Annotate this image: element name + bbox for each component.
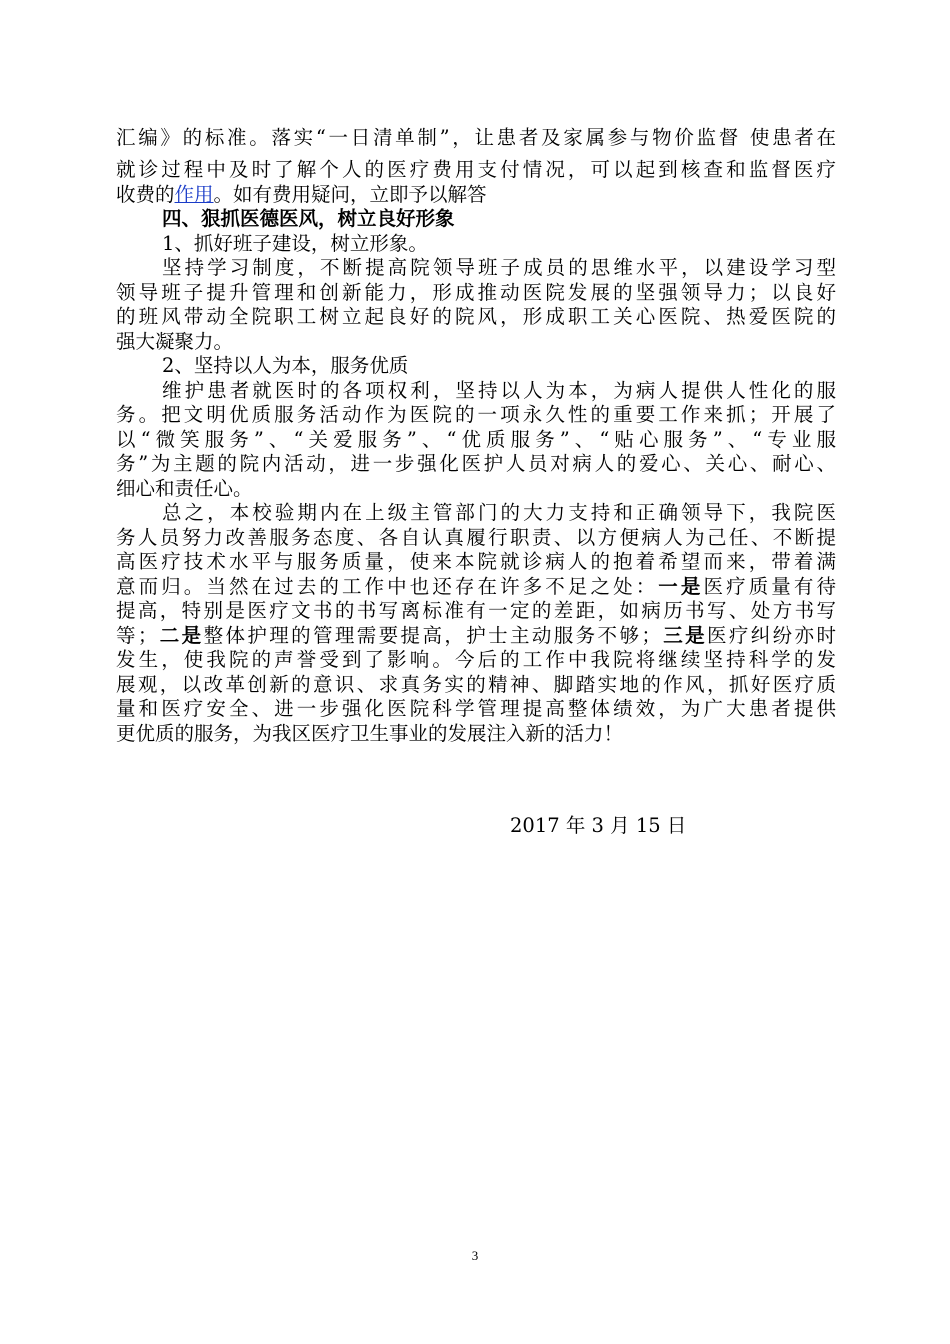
paragraph-line: 总之，本校验期内在上级主管部门的大力支持和正确领导下，我院医: [162, 501, 836, 524]
paragraph-line: 以“微笑服务”、“关爱服务”、“优质服务”、“贴心服务”、“专业服: [116, 427, 836, 451]
paragraph-line: 展观，以改革创新的意识、求真务实的精神、脚踏实地的作风，抓好医疗质: [116, 672, 836, 696]
document-body: [116, 118, 836, 746]
paragraph-line: 发生，使我院的声誉受到了影响。今后的工作中我院将继续坚持科学的发: [116, 648, 836, 671]
subheading: 2、坚持以人为本，服务优质: [162, 354, 409, 377]
paragraph-line: [116, 183, 836, 208]
document-date: 2017 年 3 月 15 日: [510, 814, 687, 837]
page-number: 3: [471, 1248, 479, 1263]
link-zuoyong[interactable]: 作用: [174, 182, 214, 206]
bold-marker: 一是: [658, 574, 704, 598]
text-run: 收费的: [116, 182, 175, 206]
paragraph-line: 细心和责任心。: [116, 476, 253, 500]
paragraph-line: 坚持学习制度，不断提高院领导班子成员的思维水平，以建设学习型: [162, 256, 836, 279]
paragraph-line: 的班风带动全院职工树立起良好的院风，形成职工关心医院、热爱医院的: [116, 305, 836, 328]
paragraph-line: 维护患者就医时的各项权利，坚持以人为本，为病人提供人性化的服: [162, 378, 836, 402]
bold-marker: 三是: [660, 623, 707, 647]
text-run: 整体护理的管理需要提高，护士主动服务不够；: [203, 623, 661, 647]
text-run: 等；: [116, 623, 158, 647]
paragraph-line: 强大凝聚力。: [116, 329, 234, 353]
paragraph-line: 汇编》的标准。落实“一日清单制”，让患者及家属参与物价监督 使患者在: [116, 126, 836, 149]
text-run: 意而归。当然在过去的工作中也还存在许多不足之处：: [116, 574, 659, 598]
paragraph-line: [116, 575, 836, 600]
paragraph-line: 更优质的服务，为我区医疗卫生事业的发展注入新的活力！: [116, 721, 624, 745]
paragraph-line: [116, 624, 836, 649]
section-heading: 四、狠抓医德医风，树立良好形象: [162, 207, 455, 230]
paragraph-line: 务。把文明优质服务活动作为医院的一项永久性的重要工作来抓；开展了: [116, 403, 836, 426]
text-run: 医疗纠纷亦时: [707, 623, 836, 647]
paragraph-line: 务人员努力改善服务态度、各自认真履行职责、以方便病人为己任、不断提: [116, 525, 836, 549]
subheading: 1、抓好班子建设，树立形象。: [162, 231, 428, 255]
paragraph-line: 量和医疗安全、进一步强化医院科学管理提高整体绩效，为广大患者提供: [116, 697, 836, 720]
paragraph-line: 提高，特别是医疗文书的书写离标准有一定的差距，如病历书写、处方书写: [116, 599, 836, 622]
text-run: 。如有费用疑问，立即予以解答: [213, 182, 487, 206]
paragraph-line: 领导班子提升管理和创新能力，形成推动医院发展的坚强领导力；以良好: [116, 280, 836, 304]
paragraph-line: 就诊过程中及时了解个人的医疗费用支付情况，可以起到核查和监督医疗: [116, 158, 836, 181]
bold-marker: 二是: [157, 623, 204, 647]
paragraph-line: 务”为主题的院内活动，进一步强化医护人员对病人的爱心、关心、耐心、: [116, 452, 836, 475]
paragraph-line: 高医疗技术水平与服务质量，使来本院就诊病人的抱着希望而来，带着满: [116, 550, 836, 573]
text-run: 医疗质量有待: [703, 574, 836, 598]
